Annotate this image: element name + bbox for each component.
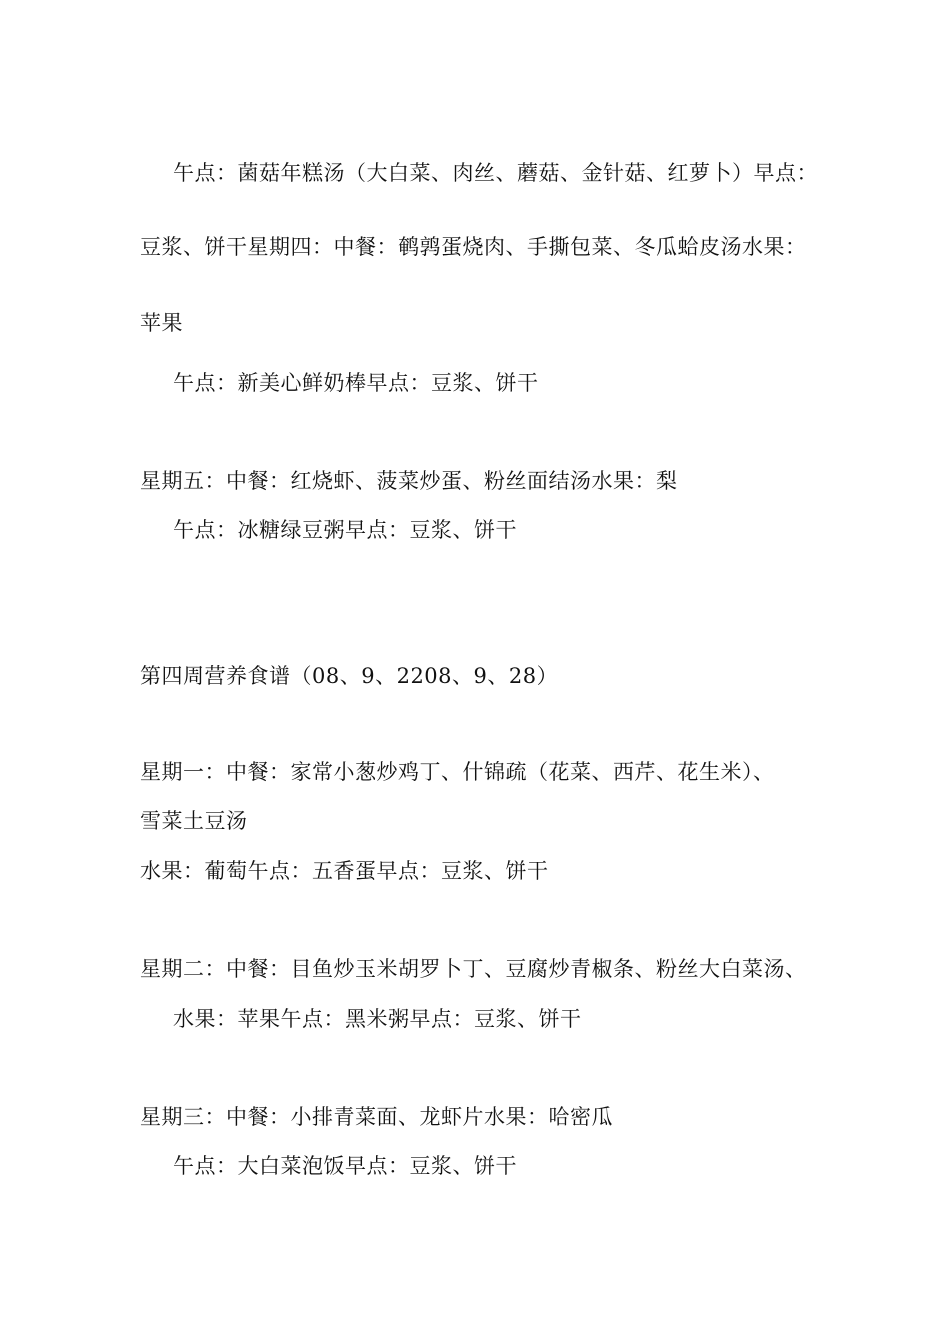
text-line-thursday-lunch: 豆浆、饼干星期四：中餐：鹌鹑蛋烧肉、手撕包菜、冬瓜蛤皮汤水果： bbox=[140, 235, 807, 259]
section-title-week-four: 第四周营养食谱（08、9、2208、9、28） bbox=[140, 664, 559, 688]
text-line-thursday-fruit: 苹果 bbox=[140, 311, 183, 335]
text-line-tuesday-lunch: 星期二：中餐：目鱼炒玉米胡罗卜丁、豆腐炒青椒条、粉丝大白菜汤、 bbox=[140, 957, 807, 981]
text-line-wednesday-snack: 午点：大白菜泡饭早点：豆浆、饼干 bbox=[173, 1154, 517, 1178]
text-line-friday-lunch: 星期五：中餐：红烧虾、菠菜炒蛋、粉丝面结汤水果：梨 bbox=[140, 469, 678, 493]
text-line-monday-fruit-snack: 水果：葡萄午点：五香蛋早点：豆浆、饼干 bbox=[140, 859, 549, 883]
text-line-friday-snack: 午点：冰糖绿豆粥早点：豆浆、饼干 bbox=[173, 518, 517, 542]
text-line-thursday-snack: 午点：新美心鲜奶棒早点：豆浆、饼干 bbox=[173, 371, 539, 395]
text-line-monday-lunch: 星期一：中餐：家常小葱炒鸡丁、什锦疏（花菜、西芹、花生米）、 bbox=[140, 760, 775, 784]
text-line-tuesday-fruit-snack: 水果：苹果午点：黑米粥早点：豆浆、饼干 bbox=[173, 1007, 582, 1031]
text-line-afternoon-snack-wed: 午点：菌菇年糕汤（大白菜、肉丝、蘑菇、金针菇、红萝卜）早点： bbox=[173, 161, 818, 185]
text-line-wednesday-lunch: 星期三：中餐：小排青菜面、龙虾片水果：哈密瓜 bbox=[140, 1105, 613, 1129]
text-line-monday-soup: 雪菜土豆汤 bbox=[140, 809, 248, 833]
